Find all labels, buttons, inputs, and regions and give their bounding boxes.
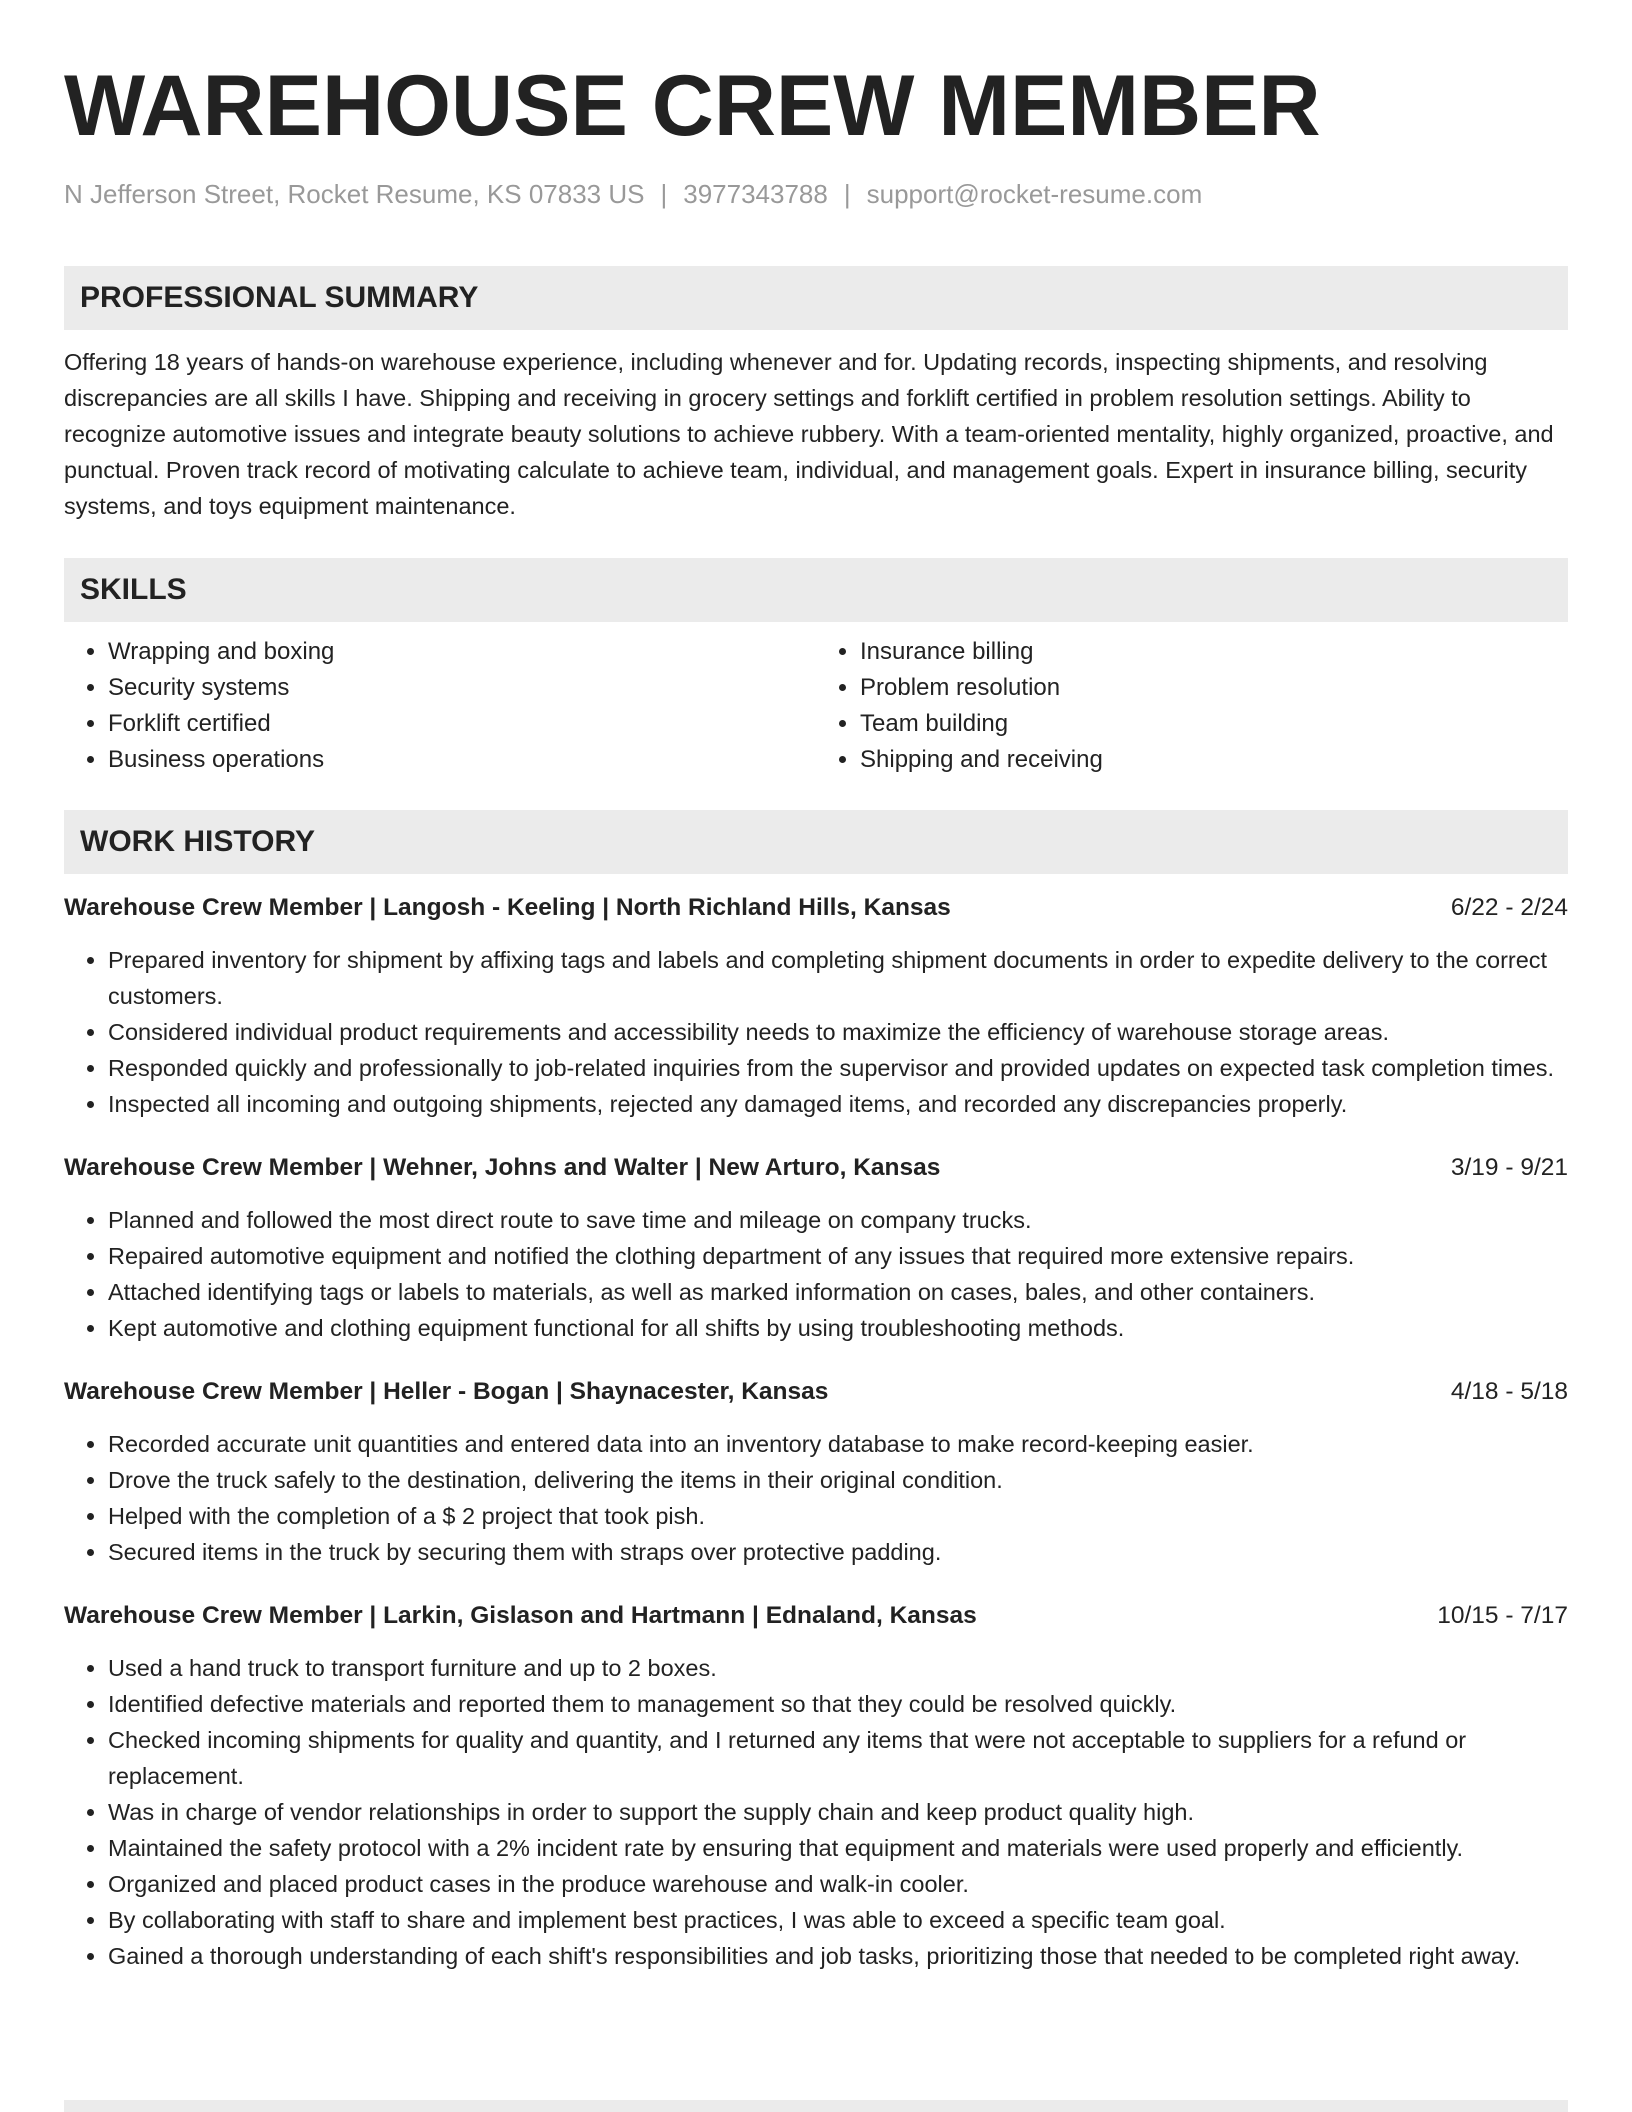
contact-line bbox=[64, 178, 1568, 210]
job-bullet: • Recorded accurate unit quantities and entered data into an inventory database to make record-keeping easier. bbox=[108, 1426, 1568, 1462]
job-bullet: • Repaired automotive equipment and notified the clothing department of any issues that required more extensive repairs. bbox=[108, 1238, 1568, 1274]
job-title: Warehouse Crew Member | Langosh - Keeling | North Richland Hills, Kansas bbox=[64, 894, 951, 921]
skill-item: • Forklift certified bbox=[108, 706, 816, 742]
section-heading-skills: SKILLS bbox=[64, 558, 1568, 622]
skill-item: • Insurance billing bbox=[860, 634, 1568, 670]
job-bullet: • Maintained the safety protocol with a 2% incident rate by ensuring that equipment and materials were used properly and efficiently. bbox=[108, 1830, 1568, 1866]
job-bullet-list bbox=[64, 1202, 1568, 1346]
job-bullet-list bbox=[64, 1426, 1568, 1570]
contact-phone: 3977343788 bbox=[683, 179, 828, 209]
job-bullet: • Gained a thorough understanding of each shift's responsibilities and job tasks, prioritizing those that needed to be completed right away. bbox=[108, 1938, 1568, 1974]
job-title: Warehouse Crew Member | Heller - Bogan | Shaynacester, Kansas bbox=[64, 1378, 829, 1405]
skills-grid bbox=[64, 634, 1568, 778]
skill-item: • Wrapping and boxing bbox=[108, 634, 816, 670]
job-bullet: • Kept automotive and clothing equipment functional for all shifts by using troubleshooting methods. bbox=[108, 1310, 1568, 1346]
job-bullet: • Planned and followed the most direct route to save time and mileage on company trucks. bbox=[108, 1202, 1568, 1238]
job-bullet: • Inspected all incoming and outgoing shipments, rejected any damaged items, and recorded any discrepancies properly. bbox=[108, 1086, 1568, 1122]
job-entry bbox=[64, 892, 1568, 1122]
resume-page bbox=[64, 0, 1568, 1974]
skill-item: • Security systems bbox=[108, 670, 816, 706]
job-header bbox=[64, 1152, 1568, 1184]
job-bullet: • Organized and placed product cases in the produce warehouse and walk-in cooler. bbox=[108, 1866, 1568, 1902]
next-section-heading-band bbox=[64, 2100, 1568, 2112]
job-bullet: • Responded quickly and professionally to job-related inquiries from the supervisor and provided updates on expected task completion times. bbox=[108, 1050, 1568, 1086]
contact-separator: | bbox=[660, 179, 668, 209]
contact-email: support@rocket-resume.com bbox=[866, 179, 1203, 209]
job-bullet: • Attached identifying tags or labels to materials, as well as marked information on cases, bales, and other containers. bbox=[108, 1274, 1568, 1310]
job-bullet: • Used a hand truck to transport furniture and up to 2 boxes. bbox=[108, 1650, 1568, 1686]
skill-item: • Problem resolution bbox=[860, 670, 1568, 706]
skill-item: • Shipping and receiving bbox=[860, 742, 1568, 778]
job-title: Warehouse Crew Member | Wehner, Johns and Walter | New Arturo, Kansas bbox=[64, 1154, 941, 1181]
candidate-name: WAREHOUSE CREW MEMBER bbox=[64, 58, 1321, 154]
contact-address: N Jefferson Street, Rocket Resume, KS 07833 US bbox=[64, 179, 645, 209]
job-bullet: • Prepared inventory for shipment by affixing tags and labels and completing shipment documents in order to expedite delivery to the correct customers. bbox=[108, 942, 1568, 1014]
job-header bbox=[64, 1600, 1568, 1632]
section-heading-work-history: WORK HISTORY bbox=[64, 810, 1568, 874]
job-bullet: • Checked incoming shipments for quality and quantity, and I returned any items that were not acceptable to suppliers for a refund or replacement. bbox=[108, 1722, 1568, 1794]
skill-item: • Business operations bbox=[108, 742, 816, 778]
contact-separator: | bbox=[843, 179, 851, 209]
job-header bbox=[64, 1376, 1568, 1408]
skill-item: • Team building bbox=[860, 706, 1568, 742]
section-heading-summary: PROFESSIONAL SUMMARY bbox=[64, 266, 1568, 330]
job-entry bbox=[64, 1376, 1568, 1570]
job-entry bbox=[64, 1600, 1568, 1974]
job-bullet: • Was in charge of vendor relationships in order to support the supply chain and keep product quality high. bbox=[108, 1794, 1568, 1830]
job-bullet: • Considered individual product requirements and accessibility needs to maximize the efficiency of warehouse storage areas. bbox=[108, 1014, 1568, 1050]
job-bullet: • Drove the truck safely to the destination, delivering the items in their original condition. bbox=[108, 1462, 1568, 1498]
job-bullet: • Secured items in the truck by securing them with straps over protective padding. bbox=[108, 1534, 1568, 1570]
job-dates: 3/19 - 9/21 bbox=[1450, 1154, 1568, 1181]
job-bullet: • By collaborating with staff to share and implement best practices, I was able to exceed a specific team goal. bbox=[108, 1902, 1568, 1938]
job-entry bbox=[64, 1152, 1568, 1346]
job-dates: 10/15 - 7/17 bbox=[1437, 1602, 1568, 1629]
skills-column-right bbox=[816, 634, 1568, 778]
job-dates: 4/18 - 5/18 bbox=[1450, 1378, 1568, 1405]
job-dates: 6/22 - 2/24 bbox=[1450, 894, 1568, 921]
summary-text: Offering 18 years of hands-on warehouse experience, including whenever and for. Updating records, inspecting shipments, and resolving discrepancies are all skills I have. Shipping and receiving in grocery settings and forklift certified in problem resolution settings. Ability to recognize automotive issues and integrate beauty solutions to achieve rubbery. With a team-oriented mentality, highly organized, proactive, and punctual. Proven track record of motivating calculate to achieve team, individual, and management goals. Expert in insurance billing, security systems, and toys equipment maintenance. bbox=[64, 349, 1554, 519]
job-bullet-list bbox=[64, 1650, 1568, 1974]
job-bullet-list bbox=[64, 942, 1568, 1122]
skills-column-left bbox=[64, 634, 816, 778]
job-title: Warehouse Crew Member | Larkin, Gislason and Hartmann | Ednaland, Kansas bbox=[64, 1602, 977, 1629]
job-bullet: • Helped with the completion of a $ 2 project that took pish. bbox=[108, 1498, 1568, 1534]
job-header bbox=[64, 892, 1568, 924]
job-bullet: • Identified defective materials and reported them to management so that they could be resolved quickly. bbox=[108, 1686, 1568, 1722]
